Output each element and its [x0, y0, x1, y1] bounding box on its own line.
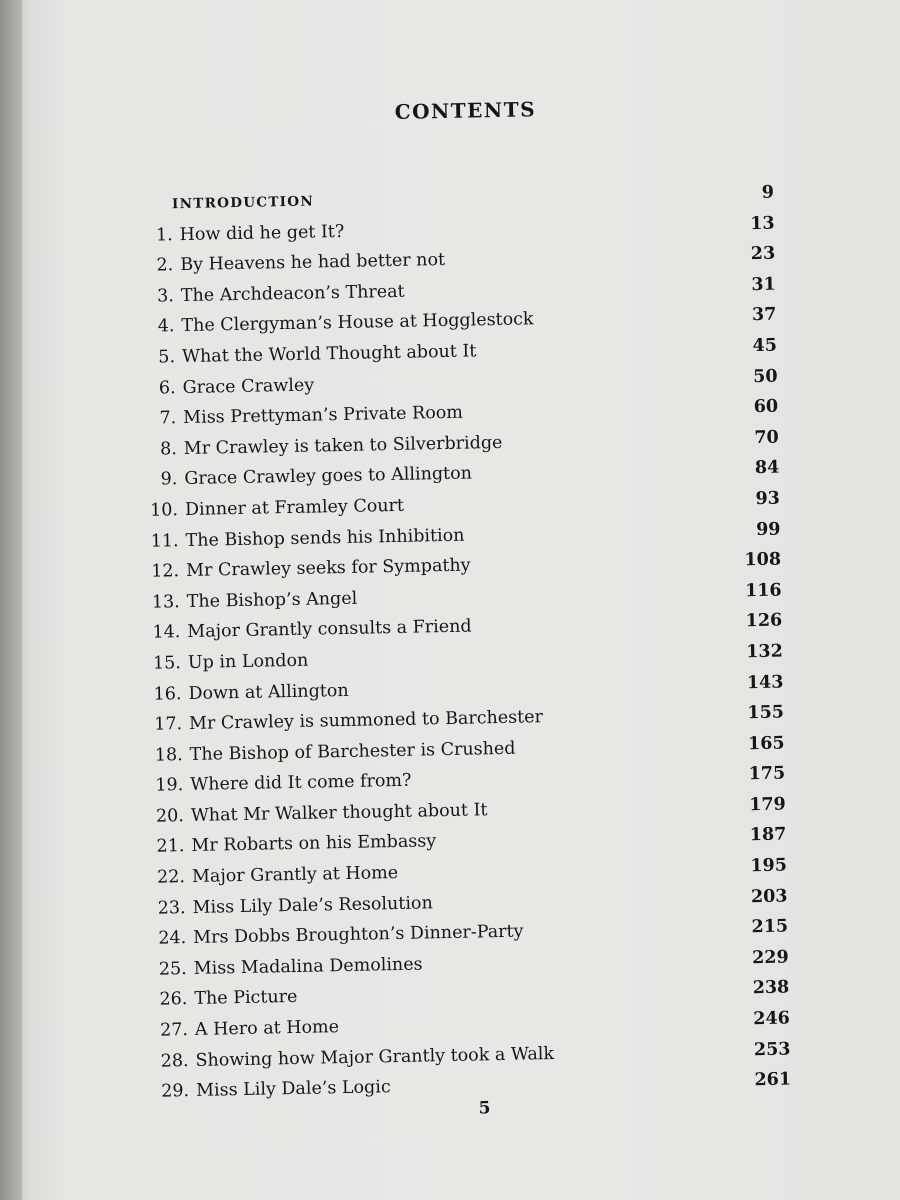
entry-page-number: 93: [755, 488, 781, 510]
entry-title: Grace Crawley goes to Allington: [184, 463, 473, 490]
entry-page-number: 126: [745, 610, 783, 632]
entry-title: Mrs Dobbs Broughton’s Dinner-Party: [193, 921, 524, 949]
entry-page-number: 132: [746, 641, 783, 663]
entry-page-number: 23: [750, 243, 776, 265]
entry-number: 23.: [157, 897, 186, 919]
entry-title: Mr Crawley seeks for Sympathy: [185, 555, 471, 582]
entry-title: By Heavens he had better not: [180, 250, 446, 276]
entry-title: INTRODUCTION: [171, 193, 315, 213]
entry-number: 7.: [159, 408, 177, 429]
entry-title: The Archdeacon’s Threat: [180, 281, 405, 306]
entry-number: 29.: [161, 1081, 190, 1102]
entry-title: The Picture: [194, 987, 298, 1010]
entry-page-number: 187: [749, 825, 787, 846]
entry-page-number: 229: [751, 947, 789, 969]
entry-page-number: 99: [755, 519, 781, 540]
entry-title: Down at Allington: [188, 680, 349, 704]
entry-page-number: 13: [750, 213, 775, 234]
entry-number: 14.: [152, 622, 181, 643]
entry-title: Up in London: [187, 650, 309, 673]
entry-title: Grace Crawley: [182, 375, 315, 398]
entry-title: Major Grantly consults a Friend: [187, 616, 472, 643]
entry-title: Miss Lily Dale’s Resolution: [192, 892, 433, 918]
page-title: CONTENTS: [394, 97, 537, 124]
entry-page-number: 253: [753, 1039, 791, 1060]
entry-page-number: 261: [754, 1069, 792, 1091]
entry-number: 12.: [151, 561, 180, 582]
entry-number: 10.: [149, 500, 179, 521]
entry-title: What Mr Walker thought about It: [190, 800, 488, 826]
entry-number: 5.: [158, 347, 176, 368]
entry-page-number: 50: [752, 366, 778, 387]
entry-page-number: 203: [750, 886, 788, 907]
entry-title: How did he get It?: [179, 221, 345, 245]
contents-list: [132, 177, 819, 1108]
entry-number: 13.: [151, 591, 180, 613]
entry-number: 21.: [156, 836, 185, 858]
entry-title: The Clergyman’s House at Hogglestock: [181, 309, 534, 337]
entry-page-number: 60: [753, 396, 779, 418]
entry-number: 11.: [150, 530, 179, 552]
entry-page-number: 45: [752, 335, 778, 357]
entry-page-number: 108: [744, 549, 782, 571]
entry-title: Dinner at Framley Court: [184, 495, 405, 520]
entry-number: 24.: [158, 928, 187, 949]
entry-number: 28.: [160, 1050, 189, 1072]
entry-number: 8.: [159, 438, 177, 460]
entry-number: [132, 189, 172, 190]
entry-number: 27.: [159, 1020, 189, 1041]
entry-page-number: 165: [747, 733, 785, 754]
entry-number: 1.: [155, 224, 173, 246]
entry-title: Mr Crawley is taken to Silverbridge: [183, 432, 503, 459]
entry-number: 2.: [156, 255, 174, 276]
entry-number: 16.: [153, 683, 182, 705]
entry-title: Miss Madalina Demolines: [193, 954, 423, 979]
entry-title: The Bishop of Barchester is Crushed: [189, 738, 516, 765]
entry-page-number: 155: [747, 702, 785, 724]
entry-page-number: 70: [754, 427, 779, 448]
entry-number: 19.: [155, 775, 184, 796]
entry-title: Mr Robarts on his Embassy: [191, 831, 437, 857]
entry-title: What the World Thought about It: [181, 341, 477, 368]
entry-page-number: 31: [751, 274, 776, 295]
book-gutter: [0, 0, 22, 1200]
entry-number: 18.: [154, 744, 183, 766]
entry-number: 6.: [158, 377, 176, 399]
entry-number: 22.: [156, 867, 186, 888]
entry-page-number: 37: [751, 305, 777, 326]
entry-number: 26.: [159, 989, 188, 1011]
page-folio-number: 5: [478, 1098, 491, 1119]
entry-title: The Bishop sends his Inhibition: [185, 525, 465, 551]
entry-page-number: 246: [753, 1008, 791, 1030]
entry-title: Showing how Major Grantly took a Walk: [195, 1043, 555, 1071]
entry-page-number: 175: [748, 763, 786, 785]
entry-title: A Hero at Home: [194, 1017, 340, 1040]
entry-title: Major Grantly at Home: [191, 863, 399, 888]
entry-title: Miss Prettyman’s Private Room: [183, 402, 464, 429]
entry-number: 15.: [152, 653, 182, 674]
entry-page-number: 195: [750, 855, 788, 877]
entry-page-number: 215: [751, 916, 789, 938]
entry-number: 3.: [156, 285, 175, 307]
entry-number: 9.: [160, 469, 178, 490]
entry-title: Mr Crawley is summoned to Barchester: [188, 707, 544, 735]
contents-sheet: [130, 82, 820, 1155]
entry-page-number: 116: [744, 580, 782, 601]
entry-title: Where did It come from?: [190, 771, 412, 796]
entry-page-number: 238: [752, 977, 790, 999]
entry-page-number: 179: [749, 794, 786, 816]
entry-number: 20.: [155, 805, 185, 827]
entry-title: Miss Lily Dale’s Logic: [195, 1077, 391, 1102]
entry-number: 4.: [157, 316, 175, 337]
entry-number: 17.: [154, 714, 183, 735]
entry-title: The Bishop’s Angel: [186, 588, 358, 612]
entry-page-number: 143: [746, 672, 784, 693]
entry-number: 25.: [158, 958, 187, 980]
entry-page-number: 84: [754, 457, 780, 479]
entry-page-number: 9: [761, 182, 775, 203]
